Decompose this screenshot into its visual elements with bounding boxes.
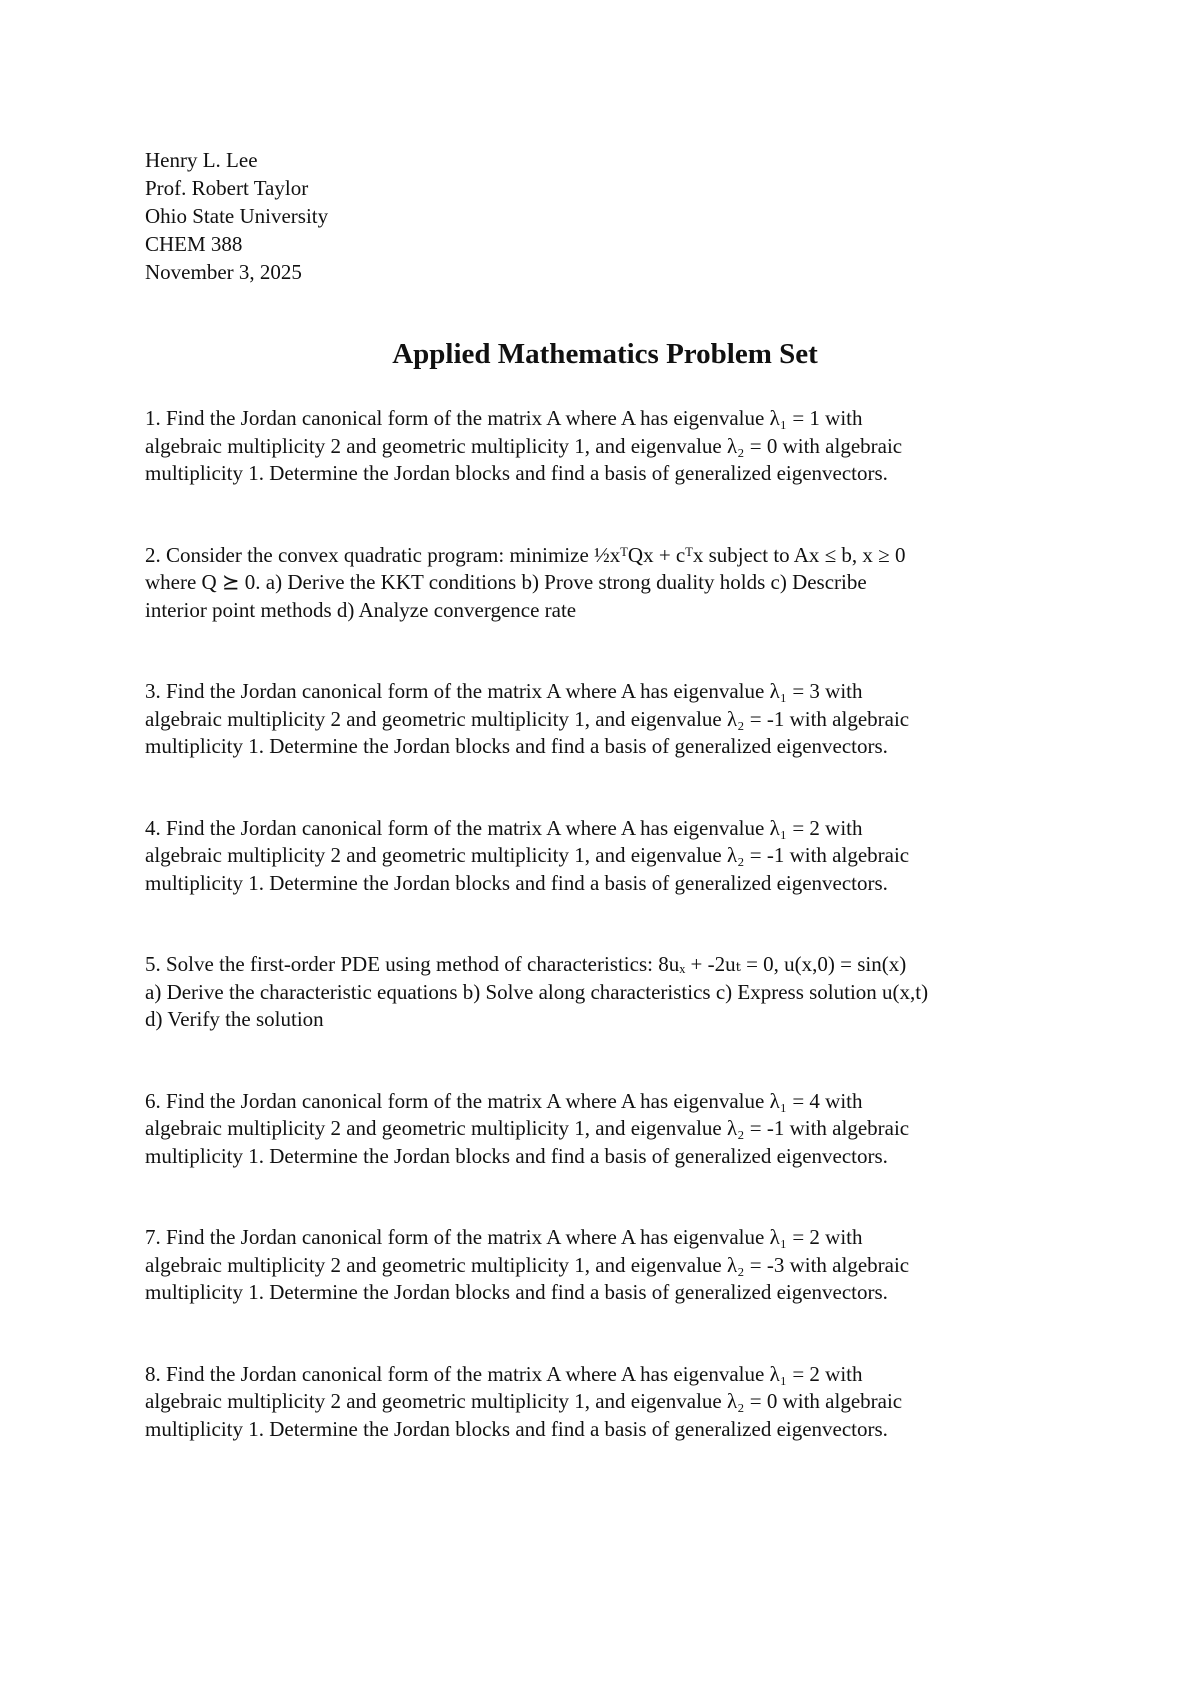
problem-7 [145,1224,1075,1307]
problem-line: algebraic multiplicity 2 and geometric multiplicity 1, and eigenvalue λ₂ = -1 with algebraic [145,1116,910,1140]
problem-4 [145,815,1075,898]
problem-line: multiplicity 1. Determine the Jordan blocks and find a basis of generalized eigenvectors. [145,461,888,485]
problem-6 [145,1088,1075,1171]
problem-line: interior point methods d) Analyze convergence rate [145,597,577,622]
problem-line: multiplicity 1. Determine the Jordan blocks and find a basis of generalized eigenvectors. [145,1280,888,1304]
problem-line: 1. Find the Jordan canonical form of the matrix A where A has eigenvalue λ₁ = 1 with [145,406,863,430]
problem-line: multiplicity 1. Determine the Jordan blocks and find a basis of generalized eigenvectors. [145,734,888,758]
problem-line: algebraic multiplicity 2 and geometric multiplicity 1, and eigenvalue λ₂ = -1 with algebraic [145,843,910,867]
problem-line: 8. Find the Jordan canonical form of the matrix A where A has eigenvalue λ₁ = 2 with [145,1361,863,1386]
problem-list [145,405,1075,1443]
problem-line: 6. Find the Jordan canonical form of the matrix A where A has eigenvalue λ₁ = 4 with [145,1088,863,1113]
document-title: Applied Mathematics Problem Set [392,338,818,370]
problem-line: algebraic multiplicity 2 and geometric multiplicity 1, and eigenvalue λ₂ = -1 with algebraic [145,706,910,731]
problem-line: d) Verify the solution [145,1007,324,1031]
problem-3 [145,678,1075,761]
problem-line: algebraic multiplicity 2 and geometric multiplicity 1, and eigenvalue λ₂ = 0 with algebraic [145,1389,903,1413]
problem-line: algebraic multiplicity 2 and geometric multiplicity 1, and eigenvalue λ₂ = -3 with algebraic [145,1252,910,1277]
student-name: Henry L. Lee [145,148,258,172]
problem-line: multiplicity 1. Determine the Jordan blocks and find a basis of generalized eigenvectors. [145,1416,888,1441]
problem-line: 4. Find the Jordan canonical form of the matrix A where A has eigenvalue λ₁ = 2 with [145,815,863,840]
document-date: November 3, 2025 [145,260,302,284]
problem-line: algebraic multiplicity 2 and geometric multiplicity 1, and eigenvalue λ₂ = 0 with algebraic [145,433,903,458]
problem-1 [145,405,1075,488]
course-code: CHEM 388 [145,232,243,256]
problem-line: multiplicity 1. Determine the Jordan blocks and find a basis of generalized eigenvectors. [145,1143,888,1168]
problem-2 [145,542,1075,625]
document-page [145,146,1075,1443]
header-block [145,146,1075,286]
problem-line: multiplicity 1. Determine the Jordan blocks and find a basis of generalized eigenvectors. [145,870,888,895]
university-name: Ohio State University [145,204,329,228]
problem-line: 2. Consider the convex quadratic program: minimize ½xᵀQx + cᵀx subject to Ax ≤ b, x ≥ 0 [145,542,906,567]
problem-8 [145,1361,1075,1444]
problem-5 [145,951,1075,1034]
problem-line: a) Derive the characteristic equations b) Solve along characteristics c) Express solution u(x,t) [145,979,929,1004]
problem-line: 3. Find the Jordan canonical form of the matrix A where A has eigenvalue λ₁ = 3 with [145,679,863,703]
professor-name: Prof. Robert Taylor [145,176,309,200]
problem-line: 7. Find the Jordan canonical form of the matrix A where A has eigenvalue λ₁ = 2 with [145,1225,863,1249]
problem-line: where Q ⪰ 0. a) Derive the KKT conditions b) Prove strong duality holds c) Describe [145,570,867,594]
problem-line: 5. Solve the first-order PDE using method of characteristics: 8uₓ + -2uₜ = 0, u(x,0) = sin(x) [145,952,907,976]
